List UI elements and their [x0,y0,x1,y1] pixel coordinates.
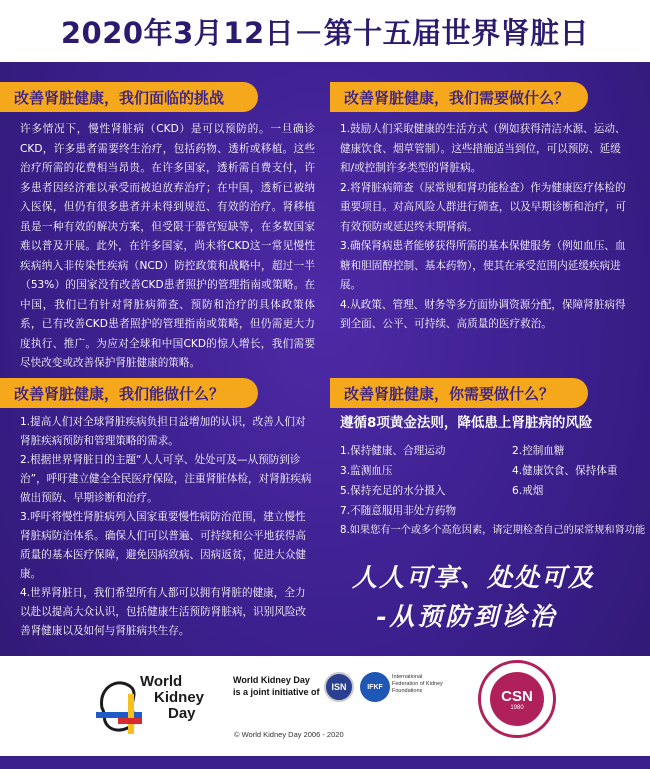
need-body [340,120,632,335]
isn-label: ISN [331,682,347,692]
challenge-body [20,120,315,374]
csn-label: CSN [501,687,533,705]
isn-logo [324,672,354,702]
title-bar [0,0,650,62]
rule-item: 8.如果您有一个或多个高危因素，请定期检查自己的尿常规和肾功能 [340,525,646,536]
page-title: 2020年3月12日－第十五届世界肾脏日 [60,15,590,50]
list-item: 3.确保肾病患者能够获得所需的基本保健服务（例如血压、血糖和胆固醇控制、基本药物），使其在承受范围内延缓疾病进展。 [340,240,626,291]
you-heading-bar [330,378,588,408]
challenge-heading: 改善肾脏健康，我们面临的挑战 [14,88,225,107]
ifkf-label: IFKF [367,683,383,691]
footer-strip [0,756,650,769]
logo-word: Day [168,705,196,722]
slogan-line2: -从预防到诊治 [376,602,558,631]
slogan-line1: 人人可享、处处可及 [352,563,596,592]
challenge-heading-bar [0,82,258,112]
rule-item: 5.保持充足的水分摄入 [340,485,446,497]
list-item: 4.世界肾脏日，我们希望所有人都可以拥有肾脏的健康，全力以赴以提高大众认识，包括健康生活预防肾脏病，识别风险改善肾健康以及如何与肾脏病共生存。 [20,587,307,637]
list-item: 2.根据世界肾脏日的主题“人人可享、处处可及—从预防到诊治”，呼吁建立健全全民医疗保险，注重肾脏体检，对肾脏疾病做出预防、早期诊断和治疗。 [20,454,312,504]
rule-item: 7.不随意服用非处方药物 [340,505,457,517]
rule-item: 2.控制血糖 [512,445,565,457]
list-item: 2.将肾脏病筛查（尿常规和肾功能检查）作为健康医疗体检的重要项目。对高风险人群进行筛查，以及早期诊断和治疗，可有效预防或延迟终末期肾病。 [340,181,627,233]
you-subheading: 遵循8项黄金法则，降低患上肾脏病的风险 [340,415,593,431]
list-item: 4.从政策、管理、财务等多方面协调资源分配，保障肾脏病得到全面、公平、可持续、高质量的医疗救治。 [340,298,626,330]
list-item: 1.提高人们对全球肾脏疾病负担日益增加的认识，改善人们对肾脏疾病预防和管理策略的需求。 [20,416,306,447]
rules-grid [340,441,640,501]
challenge-text: 许多情况下，慢性肾脏病（CKD）是可以预防的。一旦确诊CKD，许多患者需要终生治疗，包括药物、透析或移植。这些治疗所需的花费相当昂贵。在许多国家，透析需自费支付，许多患者因经济难以承受而被迫放弃治疗；在中国，透析已被纳入医保，但仍有很多患者并未得到规范、有效的治疗。肾移植虽是一种有效的解决方案，但受限于器官短缺等，在多数国家难以普及开展。此外，在许多国家，尚未将CKD这一常见慢性疾病纳入非传染性疾病（NCD）防控政策和战略中，超过一半（53%）的国家没有改善CKD患者照护的管理指南或策略。在中国，我们已有针对肾脏病筛查、预防和治疗的具体政策体系，已有改善CKD患者照护的管理指南或策略，但仍需更大力度执行、推广。为应对全球和中国CKD的惊人增长，我们需要尽快改变或改善保护肾脏健康的策略。 [20,123,315,369]
copyright: © World Kidney Day 2006 - 2020 [234,730,344,739]
initiative-line: is a joint initiative of [233,687,320,697]
need-heading: 改善肾脏健康，我们需要做什么？ [344,88,570,107]
logo-word: World [140,673,183,690]
initiative-line: World Kidney Day [233,675,310,685]
world-kidney-day-logo [88,666,228,744]
need-heading-bar [330,82,588,112]
you-heading: 改善肾脏健康，你需要做什么？ [344,384,555,403]
csn-year: 1980 [510,704,524,711]
rule-item: 6.戒烟 [512,485,544,497]
rule-item: 3.监测血压 [340,465,393,477]
csn-seal [478,660,556,738]
can-body [20,413,315,641]
ifkf-logo [360,672,390,702]
rule-item: 1.保持健康、合理运动 [340,445,446,457]
initiative-text [233,674,320,698]
can-heading: 改善肾脏健康，我们能做什么？ [14,384,225,403]
logo-word: Kidney [154,689,205,706]
footer [0,656,650,756]
list-item: 3.呼吁将慢性肾脏病列入国家重要慢性病防治范围，建立慢性肾脏病防治体系。确保人们可以普遍、可持续和公平地获得高质量的基本医疗保障，避免因病致病、因病返贫，促进大众健康。 [20,511,307,580]
rule-item: 4.健康饮食、保持体重 [512,465,618,477]
list-item: 1.鼓励人们采取健康的生活方式（例如获得清洁水源、运动、健康饮食、烟草管制）。这些措施适当到位，可以预防、延缓和/或控制许多类型的肾脏病。 [340,123,626,174]
can-heading-bar [0,378,258,408]
you-body [340,413,646,541]
ifkf-text: International Federation of Kidney Foundations [392,674,443,694]
